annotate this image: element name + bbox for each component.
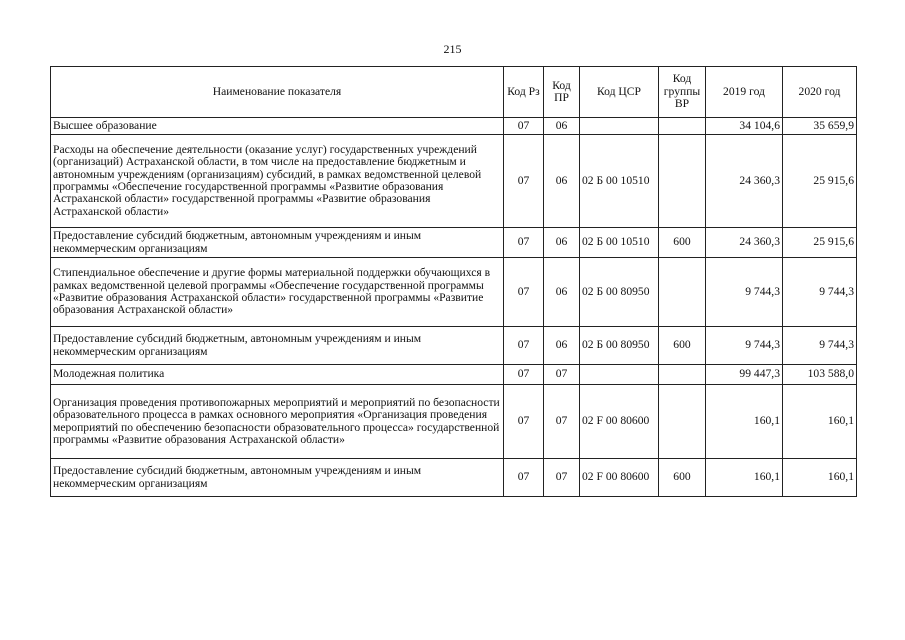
row-2019: 9 744,3 xyxy=(706,258,783,327)
row-pr: 07 xyxy=(544,365,580,385)
row-vr: 600 xyxy=(659,327,706,365)
row-csr xyxy=(580,365,659,385)
header-2019: 2019 год xyxy=(706,67,783,118)
table-row xyxy=(51,118,857,135)
row-pr: 06 xyxy=(544,135,580,228)
row-2019: 24 360,3 xyxy=(706,228,783,258)
row-2020: 25 915,6 xyxy=(783,135,857,228)
table-row xyxy=(51,258,857,327)
table-row xyxy=(51,228,857,258)
row-vr: 600 xyxy=(659,228,706,258)
header-vr: Код группы ВР xyxy=(659,67,706,118)
row-vr: 600 xyxy=(659,459,706,497)
row-2020: 9 744,3 xyxy=(783,327,857,365)
row-2019: 160,1 xyxy=(706,459,783,497)
row-2019: 160,1 xyxy=(706,385,783,459)
row-name: Расходы на обеспечение деятельности (оказание услуг) государственных учреждений (организаций) Астраханской области, в том числе на предоставление бюджетным и автономным учреждениям (организациям) субсидий, в рамках ведомственной целевой программы «Обеспечение государственной программы «Развитие образования Астраханской области» государственной программы «Развитие образования Астраханской области» xyxy=(51,135,504,228)
header-name: Наименование показателя xyxy=(51,67,504,118)
row-vr xyxy=(659,365,706,385)
row-rz: 07 xyxy=(504,385,544,459)
row-name: Стипендиальное обеспечение и другие формы материальной поддержки обучающихся в рамках ведомственной целевой программы «Обеспечение государственной программы «Развитие образования Астраханской области» государственной программы «Развитие образования Астраханской области» xyxy=(51,258,504,327)
header-2020: 2020 год xyxy=(783,67,857,118)
row-pr: 06 xyxy=(544,228,580,258)
row-csr: 02 Б 00 10510 xyxy=(580,135,659,228)
row-rz: 07 xyxy=(504,327,544,365)
row-vr xyxy=(659,118,706,135)
page-number: 215 xyxy=(443,42,462,56)
row-2020: 103 588,0 xyxy=(783,365,857,385)
row-name: Организация проведения противопожарных мероприятий и мероприятий по безопасности образовательного процесса в рамках основного мероприятия «Организация проведения мероприятий по обеспечению безопасности образовательного процесса» государственной программы «Развитие образования Астраханской области» xyxy=(51,385,504,459)
row-rz: 07 xyxy=(504,258,544,327)
row-csr: 02 F 00 80600 xyxy=(580,385,659,459)
table-row xyxy=(51,365,857,385)
table-row xyxy=(51,135,857,228)
row-pr: 07 xyxy=(544,459,580,497)
row-rz: 07 xyxy=(504,135,544,228)
row-2020: 9 744,3 xyxy=(783,258,857,327)
table-row xyxy=(51,385,857,459)
row-vr xyxy=(659,385,706,459)
row-2019: 34 104,6 xyxy=(706,118,783,135)
row-name: Молодежная политика xyxy=(51,365,504,385)
row-name: Предоставление субсидий бюджетным, автономным учреждениям и иным некоммерческим организациям xyxy=(51,459,504,497)
row-name: Предоставление субсидий бюджетным, автономным учреждениям и иным некоммерческим организациям xyxy=(51,327,504,365)
row-2019: 9 744,3 xyxy=(706,327,783,365)
table-row xyxy=(51,327,857,365)
row-csr: 02 Б 00 80950 xyxy=(580,258,659,327)
row-pr: 07 xyxy=(544,385,580,459)
row-2019: 24 360,3 xyxy=(706,135,783,228)
budget-table xyxy=(50,66,857,497)
row-rz: 07 xyxy=(504,365,544,385)
header-row xyxy=(51,67,857,118)
header-csr: Код ЦСР xyxy=(580,67,659,118)
row-csr: 02 Б 00 10510 xyxy=(580,228,659,258)
table-row xyxy=(51,459,857,497)
header-pr: Код ПР xyxy=(544,67,580,118)
row-rz: 07 xyxy=(504,228,544,258)
row-2019: 99 447,3 xyxy=(706,365,783,385)
row-vr xyxy=(659,258,706,327)
row-2020: 25 915,6 xyxy=(783,228,857,258)
row-2020: 35 659,9 xyxy=(783,118,857,135)
header-rz: Код Рз xyxy=(504,67,544,118)
row-csr: 02 Б 00 80950 xyxy=(580,327,659,365)
row-csr xyxy=(580,118,659,135)
row-2020: 160,1 xyxy=(783,459,857,497)
row-vr xyxy=(659,135,706,228)
row-pr: 06 xyxy=(544,327,580,365)
row-pr: 06 xyxy=(544,118,580,135)
row-name: Предоставление субсидий бюджетным, автономным учреждениям и иным некоммерческим организациям xyxy=(51,228,504,258)
row-rz: 07 xyxy=(504,459,544,497)
row-rz: 07 xyxy=(504,118,544,135)
row-name: Высшее образование xyxy=(51,118,504,135)
row-pr: 06 xyxy=(544,258,580,327)
row-csr: 02 F 00 80600 xyxy=(580,459,659,497)
row-2020: 160,1 xyxy=(783,385,857,459)
